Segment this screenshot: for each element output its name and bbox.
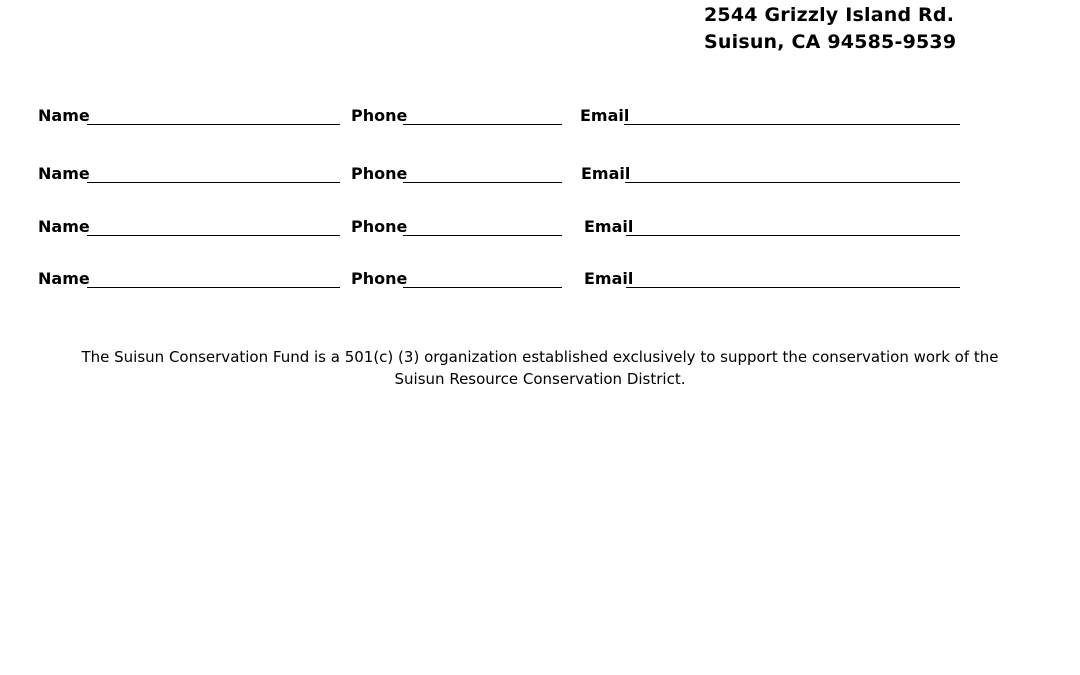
- email-field-line[interactable]: [624, 124, 960, 125]
- phone-label: Phone: [351, 106, 408, 125]
- contact-row: [0, 216, 1080, 240]
- organization-statement: [60, 346, 1020, 390]
- address-city-state-zip: Suisun, CA 94585-9539: [704, 31, 957, 53]
- name-label: Name: [38, 106, 90, 125]
- name-field-line[interactable]: [87, 287, 340, 288]
- statement-line-2: Suisun Resource Conservation District.: [394, 370, 686, 388]
- address-street: 2544 Grizzly Island Rd.: [704, 4, 955, 26]
- email-label: Email: [584, 269, 634, 288]
- statement-line-1: The Suisun Conservation Fund is a 501(c) (3) organization established exclusively to support the conservation work of the: [81, 348, 999, 366]
- name-field-line[interactable]: [87, 124, 340, 125]
- phone-field-line[interactable]: [403, 124, 562, 125]
- mailing-address: [704, 2, 956, 56]
- name-field-line[interactable]: [87, 182, 340, 183]
- email-field-line[interactable]: [626, 287, 960, 288]
- contact-row: [0, 163, 1080, 187]
- email-label: Email: [580, 106, 630, 125]
- name-label: Name: [38, 217, 90, 236]
- name-field-line[interactable]: [87, 235, 340, 236]
- email-label: Email: [581, 164, 631, 183]
- contact-row: [0, 268, 1080, 292]
- phone-field-line[interactable]: [403, 235, 562, 236]
- phone-field-line[interactable]: [403, 287, 562, 288]
- phone-label: Phone: [351, 269, 408, 288]
- phone-label: Phone: [351, 217, 408, 236]
- email-label: Email: [584, 217, 634, 236]
- name-label: Name: [38, 269, 90, 288]
- contact-row: [0, 105, 1080, 129]
- phone-label: Phone: [351, 164, 408, 183]
- name-label: Name: [38, 164, 90, 183]
- email-field-line[interactable]: [625, 182, 960, 183]
- phone-field-line[interactable]: [403, 182, 562, 183]
- email-field-line[interactable]: [626, 235, 960, 236]
